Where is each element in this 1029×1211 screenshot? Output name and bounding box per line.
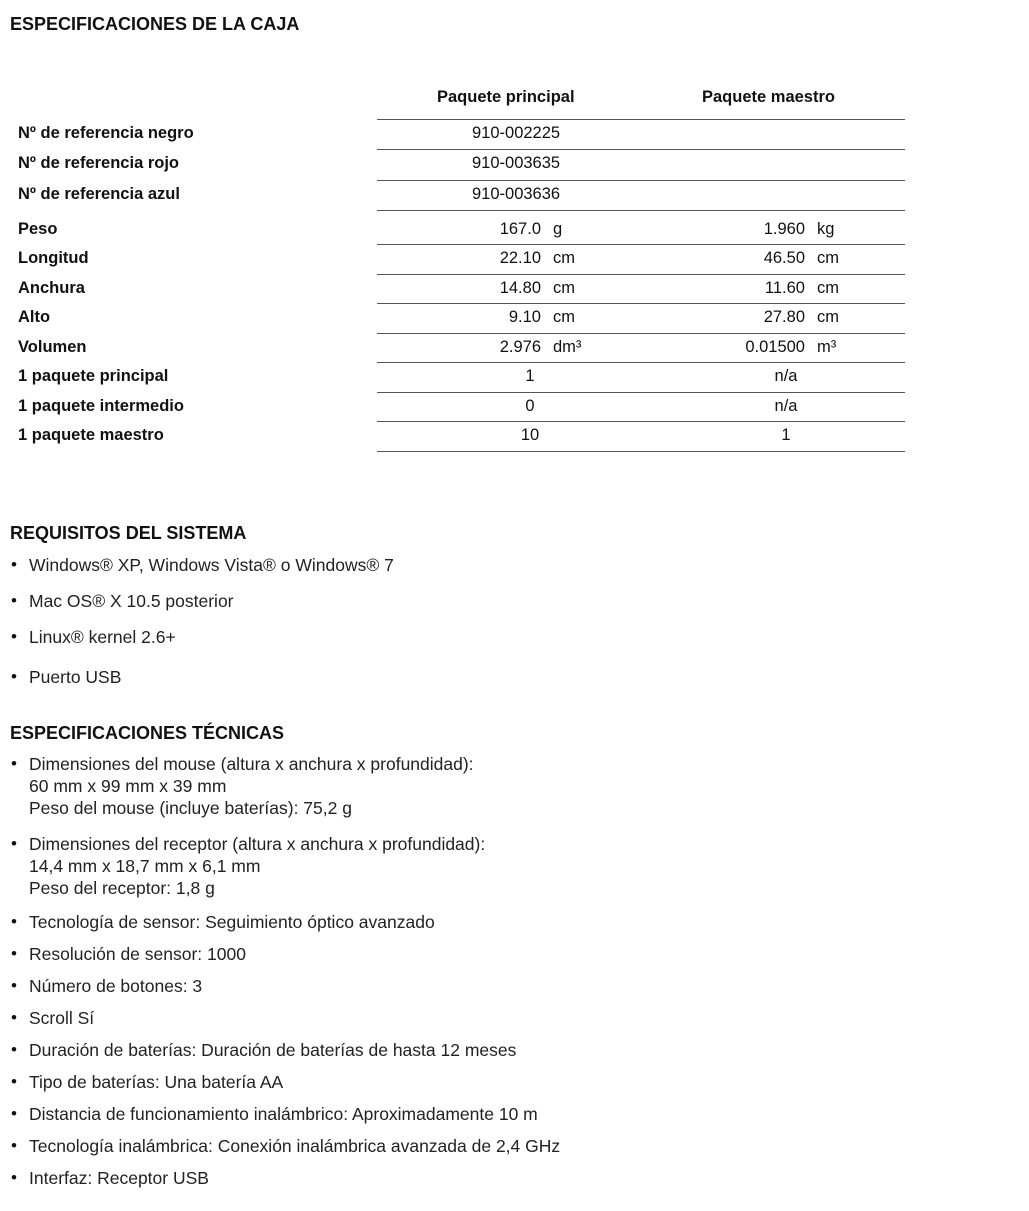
table-row-length bbox=[0, 244, 1029, 274]
table-row-volume bbox=[0, 333, 1029, 363]
row-label: 1 paquete intermedio bbox=[18, 397, 184, 415]
ref-number: 910-003636 bbox=[472, 185, 561, 203]
list-item: • Distancia de funcionamiento inalámbrico: Aproximadamente 10 m bbox=[11, 1104, 538, 1124]
primary-value: 2.976 bbox=[499, 338, 541, 356]
master-value: 27.80 bbox=[763, 308, 805, 326]
primary-unit: cm bbox=[553, 249, 575, 267]
row-label: Peso bbox=[18, 220, 58, 238]
primary-count: 1 bbox=[525, 367, 535, 385]
table-row-ref-red bbox=[0, 149, 1029, 179]
primary-unit: cm bbox=[553, 279, 575, 297]
primary-value: 167.0 bbox=[499, 220, 541, 238]
bullet-icon: • bbox=[11, 1072, 17, 1091]
list-item: • Tecnología inalámbrica: Conexión inalámbrica avanzada de 2,4 GHz bbox=[11, 1136, 561, 1156]
list-item: • Duración de baterías: Duración de baterías de hasta 12 meses bbox=[11, 1040, 517, 1060]
table-row-count-primary bbox=[0, 362, 1029, 392]
bullet-icon: • bbox=[11, 1168, 17, 1187]
ref-number: 910-003635 bbox=[472, 154, 561, 172]
primary-count: 10 bbox=[520, 426, 540, 444]
primary-unit: g bbox=[553, 220, 563, 238]
bullet-icon: • bbox=[11, 591, 17, 610]
list-item-mouse-dimensions: • Dimensiones del mouse (altura x anchura x profundidad): 60 mm x 99 mm x 39 mm Peso del mouse (incluye baterías): 75,2 g bbox=[11, 754, 474, 818]
bullet-icon: • bbox=[11, 834, 17, 853]
row-label: Anchura bbox=[18, 279, 85, 297]
list-item: • Tecnología de sensor: Seguimiento óptico avanzado bbox=[11, 912, 435, 932]
tech-specs-title: ESPECIFICACIONES TÉCNICAS bbox=[10, 723, 285, 743]
column-header-primary-package: Paquete principal bbox=[437, 88, 575, 106]
bullet-icon: • bbox=[11, 667, 17, 686]
master-count: 1 bbox=[781, 426, 791, 444]
master-value: 11.60 bbox=[764, 279, 805, 297]
row-label: Alto bbox=[18, 308, 51, 326]
primary-value: 22.10 bbox=[499, 249, 541, 267]
list-item: • Windows® XP, Windows Vista® o Windows® 7 bbox=[11, 555, 394, 575]
list-item: • Interfaz: Receptor USB bbox=[11, 1168, 209, 1188]
row-label: Volumen bbox=[18, 338, 87, 356]
master-count: n/a bbox=[774, 367, 798, 385]
table-row-count-intermediate bbox=[0, 392, 1029, 422]
row-label: Nº de referencia rojo bbox=[18, 154, 179, 172]
row-label: Longitud bbox=[18, 249, 89, 267]
list-item: • Linux® kernel 2.6+ bbox=[11, 627, 176, 647]
bullet-icon: • bbox=[11, 754, 17, 773]
row-label: 1 paquete maestro bbox=[18, 426, 164, 444]
primary-count: 0 bbox=[525, 397, 535, 415]
list-item: • Puerto USB bbox=[11, 667, 122, 687]
bullet-icon: • bbox=[11, 555, 17, 574]
primary-unit: dm³ bbox=[553, 338, 582, 356]
primary-unit: cm bbox=[553, 308, 575, 326]
master-unit: kg bbox=[817, 220, 835, 238]
list-item: • Scroll Sí bbox=[11, 1008, 95, 1028]
bullet-icon: • bbox=[11, 1040, 17, 1059]
table-row-height bbox=[0, 303, 1029, 333]
list-item: • Número de botones: 3 bbox=[11, 976, 203, 996]
bullet-icon: • bbox=[11, 627, 17, 646]
master-unit: cm bbox=[817, 279, 839, 297]
list-item-receiver-dimensions: • Dimensiones del receptor (altura x anchura x profundidad): 14,4 mm x 18,7 mm x 6,1 mm Peso del receptor: 1,8 g bbox=[11, 834, 486, 898]
table-row-width bbox=[0, 274, 1029, 304]
primary-value: 9.10 bbox=[508, 308, 541, 326]
primary-value: 14.80 bbox=[499, 279, 541, 297]
box-specs-title: ESPECIFICACIONES DE LA CAJA bbox=[10, 14, 300, 34]
bullet-icon: • bbox=[11, 944, 17, 963]
bullet-icon: • bbox=[11, 912, 17, 931]
row-label: 1 paquete principal bbox=[18, 367, 169, 385]
table-row-ref-blue bbox=[0, 180, 1029, 210]
table-row-count-master bbox=[0, 421, 1029, 451]
bullet-icon: • bbox=[11, 1008, 17, 1027]
system-requirements-title: REQUISITOS DEL SISTEMA bbox=[10, 523, 247, 543]
list-item: • Tipo de baterías: Una batería AA bbox=[11, 1072, 284, 1092]
table-row-weight bbox=[0, 215, 1029, 245]
table-row-ref-black bbox=[0, 119, 1029, 149]
master-unit: cm bbox=[817, 249, 839, 267]
bullet-icon: • bbox=[11, 1104, 17, 1123]
row-label: Nº de referencia negro bbox=[18, 124, 194, 142]
list-item: • Mac OS® X 10.5 posterior bbox=[11, 591, 234, 611]
system-requirements-list bbox=[10, 554, 990, 702]
master-unit: cm bbox=[817, 308, 839, 326]
tech-specs-list bbox=[10, 753, 990, 1199]
list-item: • Resolución de sensor: 1000 bbox=[11, 944, 246, 964]
column-header-master-package: Paquete maestro bbox=[702, 88, 835, 106]
master-value: 0.01500 bbox=[745, 338, 805, 356]
master-value: 46.50 bbox=[763, 249, 805, 267]
bullet-icon: • bbox=[11, 1136, 17, 1155]
master-unit: m³ bbox=[817, 338, 837, 356]
bullet-icon: • bbox=[11, 976, 17, 995]
row-label: Nº de referencia azul bbox=[18, 185, 180, 203]
ref-number: 910-002225 bbox=[472, 124, 561, 142]
master-count: n/a bbox=[774, 397, 798, 415]
master-value: 1.960 bbox=[763, 220, 805, 238]
